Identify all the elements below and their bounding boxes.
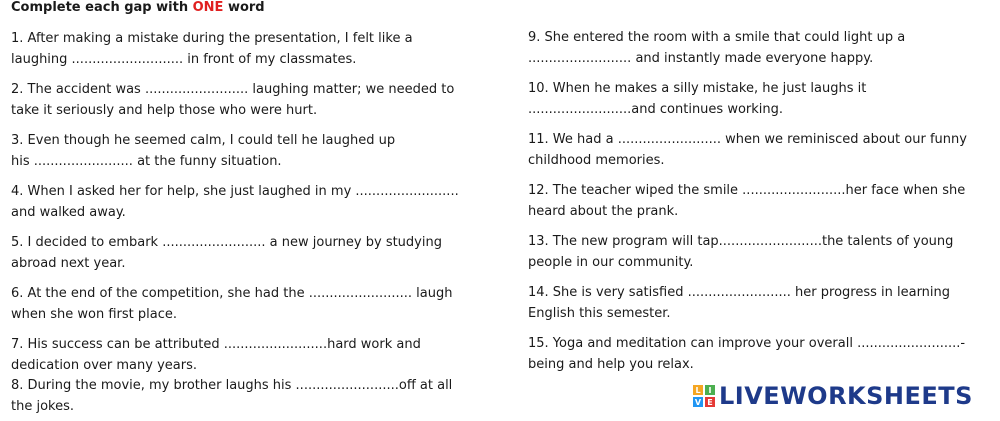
question-3: 3. Even though he seemed calm, I could tell he laughed up his ........................ at the funny situation.	[11, 133, 396, 169]
logo-mark-cell: I	[705, 385, 715, 395]
question-8: 8. During the movie, my brother laughs his .........................off at all the jokes.	[11, 378, 453, 414]
question-5: 5. I decided to embark ......................... a new journey by studying abroad next year.	[11, 235, 442, 271]
liveworksheets-logo	[693, 380, 973, 412]
instructions-highlight: ONE	[192, 0, 224, 15]
instructions-suffix: word	[223, 0, 265, 15]
question-1: 1. After making a mistake during the presentation, I felt like a laughing ........................... in front of my classmates.	[11, 31, 413, 67]
question-6: 6. At the end of the competition, she had the ......................... laugh when she won first place.	[11, 286, 453, 322]
logo-mark-cell: V	[694, 397, 702, 407]
question-14: 14. She is very satisfied ......................... her progress in learning English this semester.	[528, 285, 951, 321]
logo-mark-icon	[693, 385, 715, 407]
question-10: 10. When he makes a silly mistake, he just laughs it .........................and continues working.	[528, 81, 867, 117]
question-11: 11. We had a ......................... when we reminisced about our funny childhood memories.	[528, 132, 967, 168]
question-9: 9. She entered the room with a smile that could light up a ......................... and instantly made everyone happy.	[528, 30, 906, 66]
question-15: 15. Yoga and meditation can improve your overall .........................-being and help you relax.	[528, 336, 966, 372]
instructions-prefix: Complete each gap with	[11, 0, 193, 15]
question-12: 12. The teacher wiped the smile .........................her face when she heard about the prank.	[528, 183, 966, 219]
logo-text: LIVEWORKSHEETS	[719, 382, 973, 410]
question-7: 7. His success can be attributed .........................hard work and dedication over many years.	[11, 337, 421, 373]
question-2: 2. The accident was ......................... laughing matter; we needed to take it seriously and help those who were hurt.	[11, 82, 455, 118]
question-13: 13. The new program will tap.........................the talents of young people in our community.	[528, 234, 954, 270]
logo-mark-cell: E	[705, 397, 715, 407]
instructions-heading	[11, 0, 265, 15]
question-4: 4. When I asked her for help, she just laughed in my ......................... and walked away.	[11, 184, 459, 220]
logo-mark-cell: L	[693, 385, 703, 395]
